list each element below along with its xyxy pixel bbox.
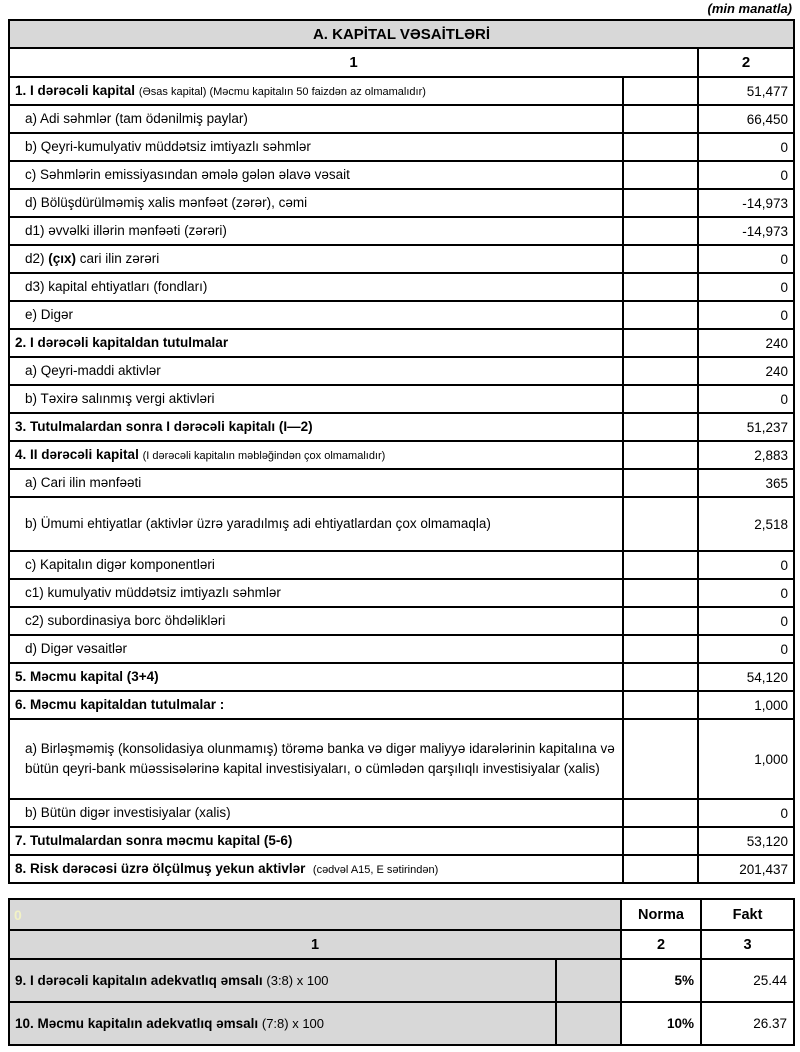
table-title: A. KAPİTAL VƏSAİTLƏRİ <box>9 20 794 48</box>
spacer-cell <box>623 385 698 413</box>
spacer-cell <box>623 301 698 329</box>
row-value: -14,973 <box>698 217 794 245</box>
row-value: 0 <box>698 385 794 413</box>
spacer-cell <box>623 469 698 497</box>
table-row <box>9 329 794 357</box>
row-label: e) Digər <box>9 301 623 329</box>
row-label: c) Səhmlərin emissiyasından əmələ gələn əlavə vəsait <box>9 161 623 189</box>
row-value: 0 <box>698 273 794 301</box>
spacer-cell <box>623 551 698 579</box>
table-row <box>9 551 794 579</box>
table-row <box>9 469 794 497</box>
spacer-cell <box>623 579 698 607</box>
row-value: 0 <box>698 301 794 329</box>
spacer-cell <box>623 245 698 273</box>
row-value: 2,883 <box>698 441 794 469</box>
row-label: 8. Risk dərəcəsi üzrə ölçülmuş yekun aktivlər (cədvəl A15, E sətirindən) <box>9 855 623 883</box>
row-label: 6. Məcmu kapitaldan tutulmalar : <box>9 691 623 719</box>
table-row <box>9 441 794 469</box>
spacer-cell <box>623 77 698 105</box>
spacer-cell <box>623 663 698 691</box>
spacer-cell <box>556 959 621 1002</box>
spacer-cell <box>623 273 698 301</box>
row-label: c) Kapitalın digər komponentləri <box>9 551 623 579</box>
row-label: b) Bütün digər investisiyalar (xalis) <box>9 799 623 827</box>
row-value: 0 <box>698 245 794 273</box>
spacer-cell <box>623 719 698 799</box>
table-row <box>9 77 794 105</box>
spacer-cell <box>623 607 698 635</box>
table-row <box>9 691 794 719</box>
table-row <box>9 133 794 161</box>
spacer-cell <box>623 329 698 357</box>
row-label: a) Adi səhmlər (tam ödənilmiş paylar) <box>9 105 623 133</box>
row-label: a) Qeyri-maddi aktivlər <box>9 357 623 385</box>
table-row <box>9 959 794 1002</box>
spacer-cell <box>623 799 698 827</box>
row-value: 240 <box>698 357 794 385</box>
column-header-row <box>9 48 794 77</box>
row-label: 5. Məcmu kapital (3+4) <box>9 663 623 691</box>
spacer-cell <box>556 1002 621 1045</box>
row-label: 1. I dərəcəli kapital (Əsas kapital) (Məcmu kapitalın 50 faizdən az olmamalıdır) <box>9 77 623 105</box>
row-label: c2) subordinasiya borc öhdəlikləri <box>9 607 623 635</box>
table-row <box>9 301 794 329</box>
row-label: 10. Məcmu kapitalın adekvatlıq əmsalı (7:8) x 100 <box>9 1002 556 1045</box>
row-label: c1) kumulyativ müddətsiz imtiyazlı səhmlər <box>9 579 623 607</box>
row-value: 2,518 <box>698 497 794 551</box>
adequacy-table <box>8 898 795 1046</box>
row-label: d1) əvvəlki illərin mənfəəti (zərəri) <box>9 217 623 245</box>
adequacy-index-row <box>9 930 794 959</box>
index-header-2: 2 <box>621 930 701 959</box>
column-header-norma: Norma <box>621 899 701 930</box>
row-value: 0 <box>698 799 794 827</box>
table-row <box>9 189 794 217</box>
table-row <box>9 245 794 273</box>
corner-mark: 0 <box>9 899 621 930</box>
capital-table <box>8 19 795 884</box>
row-value: 240 <box>698 329 794 357</box>
spacer-cell <box>623 855 698 883</box>
spacer-cell <box>623 497 698 551</box>
row-label: 2. I dərəcəli kapitaldan tutulmalar <box>9 329 623 357</box>
table-row <box>9 579 794 607</box>
units-note: (min manatla) <box>707 1 792 16</box>
adequacy-header-row <box>9 899 794 930</box>
table-row <box>9 663 794 691</box>
spacer-cell <box>623 105 698 133</box>
row-label: d2) (çıx) cari ilin zərəri <box>9 245 623 273</box>
row-value: 0 <box>698 635 794 663</box>
row-label: d) Bölüşdürülməmiş xalis mənfəət (zərər), cəmi <box>9 189 623 217</box>
table-row <box>9 497 794 551</box>
row-value: 0 <box>698 579 794 607</box>
spacer-cell <box>623 441 698 469</box>
spacer-cell <box>623 133 698 161</box>
spacer-cell <box>623 189 698 217</box>
row-value: 201,437 <box>698 855 794 883</box>
table-row <box>9 799 794 827</box>
table-row <box>9 105 794 133</box>
row-value: 0 <box>698 161 794 189</box>
table-title-row <box>9 20 794 48</box>
row-label: 7. Tutulmalardan sonra məcmu kapital (5-6) <box>9 827 623 855</box>
fakt-value: 26.37 <box>701 1002 794 1045</box>
row-label: b) Qeyri-kumulyativ müddətsiz imtiyazlı səhmlər <box>9 133 623 161</box>
table-row <box>9 357 794 385</box>
row-value: 1,000 <box>698 719 794 799</box>
index-header-3: 3 <box>701 930 794 959</box>
row-label: a) Birləşməmiş (konsolidasiya olunmamış) törəmə banka və digər maliyyə idarələrinin kapitalına və bütün qeyri-bank müəssisələrinə kapital investisiyaları, o cümlədən qarşılıqlı investisiyalar (xalis) <box>9 719 623 799</box>
row-label: b) Təxirə salınmış vergi aktivləri <box>9 385 623 413</box>
table-row <box>9 855 794 883</box>
row-value: -14,973 <box>698 189 794 217</box>
table-row <box>9 827 794 855</box>
spacer-cell <box>623 691 698 719</box>
spacer-cell <box>623 827 698 855</box>
row-label: a) Cari ilin mənfəəti <box>9 469 623 497</box>
table-row <box>9 217 794 245</box>
row-value: 0 <box>698 133 794 161</box>
spacer-cell <box>623 413 698 441</box>
table-row <box>9 719 794 799</box>
norma-value: 5% <box>621 959 701 1002</box>
norma-value: 10% <box>621 1002 701 1045</box>
row-label: d3) kapital ehtiyatları (fondları) <box>9 273 623 301</box>
column-header-2: 2 <box>698 48 794 77</box>
spacer-cell <box>623 161 698 189</box>
row-value: 66,450 <box>698 105 794 133</box>
row-value: 51,477 <box>698 77 794 105</box>
row-value: 51,237 <box>698 413 794 441</box>
row-value: 365 <box>698 469 794 497</box>
row-value: 54,120 <box>698 663 794 691</box>
row-value: 1,000 <box>698 691 794 719</box>
row-value: 0 <box>698 607 794 635</box>
row-value: 53,120 <box>698 827 794 855</box>
table-row <box>9 1002 794 1045</box>
table-row <box>9 635 794 663</box>
row-label: d) Digər vəsaitlər <box>9 635 623 663</box>
index-header-1: 1 <box>9 930 621 959</box>
table-row <box>9 273 794 301</box>
row-label: 4. II dərəcəli kapital (I dərəcəli kapitalın məbləğindən çox olmamalıdır) <box>9 441 623 469</box>
column-header-fakt: Fakt <box>701 899 794 930</box>
spacer-cell <box>623 357 698 385</box>
fakt-value: 25.44 <box>701 959 794 1002</box>
table-row <box>9 161 794 189</box>
table-row <box>9 385 794 413</box>
row-label: 3. Tutulmalardan sonra I dərəcəli kapitalı (I—2) <box>9 413 623 441</box>
row-label: 9. I dərəcəli kapitalın adekvatlıq əmsalı (3:8) x 100 <box>9 959 556 1002</box>
row-value: 0 <box>698 551 794 579</box>
row-label: b) Ümumi ehtiyatlar (aktivlər üzrə yaradılmış adi ehtiyatlardan çox olmamaqla) <box>9 497 623 551</box>
spacer-cell <box>623 217 698 245</box>
table-row <box>9 413 794 441</box>
table-row <box>9 607 794 635</box>
column-header-1: 1 <box>9 48 698 77</box>
spacer-cell <box>623 635 698 663</box>
